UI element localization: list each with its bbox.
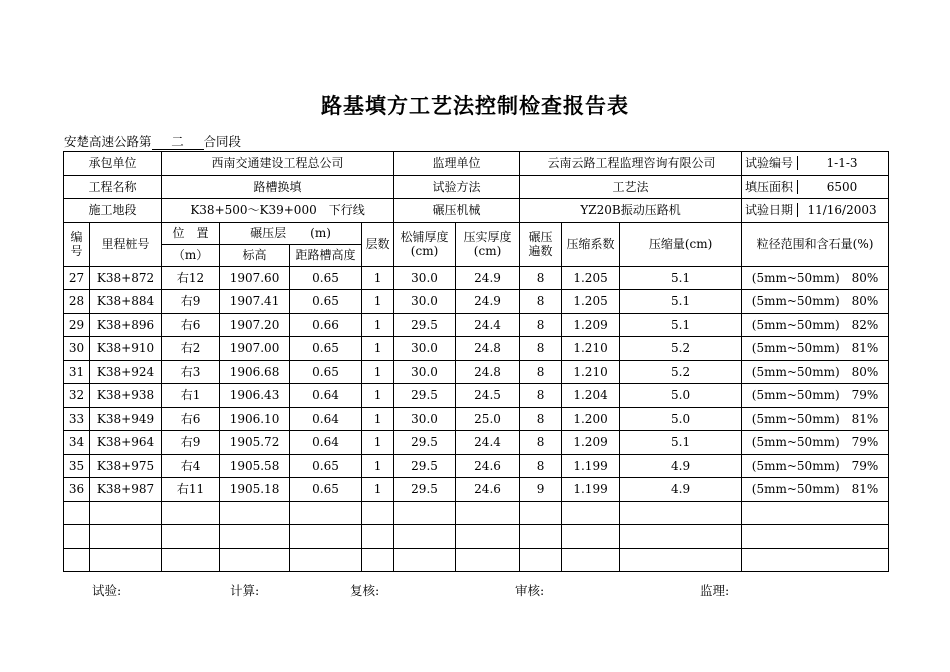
cell-elev: 1907.60 — [220, 266, 290, 290]
empty-cell — [520, 525, 562, 549]
empty-cell — [620, 525, 742, 549]
cell-grain — [742, 290, 889, 314]
cell-loose: 30.0 — [394, 407, 456, 431]
date-label: 试验日期 — [742, 203, 799, 217]
cell-layers: 1 — [362, 266, 394, 290]
cell-layers: 1 — [362, 478, 394, 502]
cell-station: K38+924 — [90, 360, 162, 384]
table-row — [64, 266, 889, 290]
grain-range: (5mm~50mm) — [751, 341, 840, 356]
cell-compact: 24.9 — [456, 290, 520, 314]
empty-row — [64, 548, 889, 572]
col-amount-header: 压缩量(cm) — [620, 222, 742, 266]
cell-no: 29 — [64, 313, 90, 337]
table-row — [64, 478, 889, 502]
cell-amount: 4.9 — [620, 454, 742, 478]
test-no-value: 1-1-3 — [826, 156, 858, 171]
col-pos-header-bottom: （m） — [162, 244, 220, 266]
empty-cell — [220, 525, 290, 549]
table-row — [64, 431, 889, 455]
empty-cell — [162, 525, 220, 549]
cell-pos: 右1 — [162, 384, 220, 408]
stone-content: 79% — [851, 388, 879, 403]
cell-amount: 4.9 — [620, 478, 742, 502]
table-row — [64, 407, 889, 431]
empty-cell — [220, 501, 290, 525]
empty-cell — [64, 548, 90, 572]
cell-layers: 1 — [362, 360, 394, 384]
stone-content: 79% — [851, 435, 879, 450]
col-compact-header: 压实厚度 (cm) — [456, 222, 520, 266]
col-depth-header: 距路槽高度 — [290, 244, 362, 266]
empty-cell — [220, 548, 290, 572]
empty-cell — [162, 501, 220, 525]
cell-coef: 1.205 — [562, 290, 620, 314]
grain-range: (5mm~50mm) — [751, 458, 840, 473]
cell-elev: 1906.43 — [220, 384, 290, 408]
table-row — [64, 360, 889, 384]
table-row — [64, 384, 889, 408]
cell-grain — [742, 313, 889, 337]
table-row — [64, 454, 889, 478]
cell-loose: 30.0 — [394, 337, 456, 361]
col-elevation-header: 标高 — [220, 244, 290, 266]
cell-elev: 1906.68 — [220, 360, 290, 384]
stone-content: 81% — [851, 482, 879, 497]
cell-depth: 0.64 — [290, 407, 362, 431]
empty-cell — [290, 548, 362, 572]
area-cell — [742, 175, 889, 199]
signature-test: 试验: — [92, 583, 122, 598]
info-row-1 — [64, 152, 889, 176]
contractor-value: 西南交通建设工程总公司 — [162, 152, 394, 176]
cell-layers: 1 — [362, 384, 394, 408]
date-value: 11/16/2003 — [807, 203, 877, 218]
cell-depth: 0.65 — [290, 337, 362, 361]
cell-passes: 8 — [520, 266, 562, 290]
empty-cell — [290, 525, 362, 549]
cell-no: 27 — [64, 266, 90, 290]
signature-calc: 计算: — [230, 583, 260, 598]
machine-value: YZ20B振动压路机 — [520, 199, 742, 223]
cell-no: 30 — [64, 337, 90, 361]
col-pos-header-top: 位 置 — [162, 222, 220, 244]
cell-coef: 1.209 — [562, 431, 620, 455]
empty-cell — [90, 548, 162, 572]
cell-compact: 24.6 — [456, 454, 520, 478]
col-grain-header: 粒径范围和含石量(%) — [742, 222, 889, 266]
cell-grain — [742, 384, 889, 408]
grain-range: (5mm~50mm) — [751, 270, 840, 285]
project-label: 工程名称 — [64, 175, 162, 199]
stone-content: 80% — [851, 294, 879, 309]
cell-station: K38+896 — [90, 313, 162, 337]
cell-elev: 1905.58 — [220, 454, 290, 478]
cell-compact: 24.8 — [456, 360, 520, 384]
cell-passes: 8 — [520, 454, 562, 478]
test-no-label: 试验编号 — [742, 156, 799, 170]
empty-row — [64, 525, 889, 549]
grain-range: (5mm~50mm) — [751, 317, 840, 332]
contractor-label: 承包单位 — [64, 152, 162, 176]
cell-loose: 29.5 — [394, 478, 456, 502]
cell-elev: 1906.10 — [220, 407, 290, 431]
cell-loose: 30.0 — [394, 360, 456, 384]
cell-no: 35 — [64, 454, 90, 478]
cell-layers: 1 — [362, 313, 394, 337]
cell-no: 34 — [64, 431, 90, 455]
cell-coef: 1.199 — [562, 454, 620, 478]
cell-coef: 1.205 — [562, 266, 620, 290]
empty-cell — [562, 548, 620, 572]
cell-amount: 5.2 — [620, 360, 742, 384]
cell-layers: 1 — [362, 290, 394, 314]
empty-cell — [394, 501, 456, 525]
cell-compact: 24.4 — [456, 431, 520, 455]
stone-content: 79% — [851, 458, 879, 473]
area-value: 6500 — [826, 179, 858, 194]
supervisor-label: 监理单位 — [394, 152, 520, 176]
test-no-cell — [742, 152, 889, 176]
signature-review: 复核: — [350, 583, 380, 598]
grain-range: (5mm~50mm) — [751, 364, 840, 379]
empty-cell — [620, 548, 742, 572]
cell-pos: 右11 — [162, 478, 220, 502]
cell-grain — [742, 454, 889, 478]
empty-cell — [394, 525, 456, 549]
cell-passes: 9 — [520, 478, 562, 502]
stone-content: 80% — [851, 270, 879, 285]
grain-range: (5mm~50mm) — [751, 294, 840, 309]
contract-suffix: 合同段 — [203, 134, 242, 149]
table-row — [64, 337, 889, 361]
info-row-3 — [64, 199, 889, 223]
cell-compact: 24.9 — [456, 266, 520, 290]
empty-cell — [742, 501, 889, 525]
cell-grain — [742, 266, 889, 290]
cell-compact: 24.4 — [456, 313, 520, 337]
empty-cell — [456, 501, 520, 525]
empty-cell — [290, 501, 362, 525]
empty-cell — [64, 525, 90, 549]
cell-loose: 30.0 — [394, 266, 456, 290]
cell-passes: 8 — [520, 337, 562, 361]
grain-range: (5mm~50mm) — [751, 411, 840, 426]
empty-cell — [90, 525, 162, 549]
cell-no: 28 — [64, 290, 90, 314]
cell-coef: 1.199 — [562, 478, 620, 502]
cell-compact: 25.0 — [456, 407, 520, 431]
site-value: K38+500～K39+000 下行线 — [162, 199, 394, 223]
cell-pos: 右6 — [162, 313, 220, 337]
cell-grain — [742, 478, 889, 502]
stone-content: 82% — [851, 317, 879, 332]
empty-cell — [362, 525, 394, 549]
cell-coef: 1.209 — [562, 313, 620, 337]
page-title: 路基填方工艺法控制检查报告表 — [321, 93, 629, 118]
empty-cell — [362, 501, 394, 525]
empty-cell — [394, 548, 456, 572]
supervisor-value: 云南云路工程监理咨询有限公司 — [520, 152, 742, 176]
col-no-header: 编 号 — [64, 222, 90, 266]
cell-depth: 0.66 — [290, 313, 362, 337]
col-loose-header: 松铺厚度 (cm) — [394, 222, 456, 266]
cell-pos: 右6 — [162, 407, 220, 431]
cell-no: 32 — [64, 384, 90, 408]
method-label: 试验方法 — [394, 175, 520, 199]
cell-loose: 30.0 — [394, 290, 456, 314]
cell-layers: 1 — [362, 454, 394, 478]
contract-prefix: 安楚高速公路第 — [64, 134, 152, 149]
cell-pos: 右12 — [162, 266, 220, 290]
cell-loose: 29.5 — [394, 431, 456, 455]
cell-pos: 右9 — [162, 431, 220, 455]
header-row-1 — [64, 222, 889, 244]
cell-coef: 1.210 — [562, 337, 620, 361]
cell-depth: 0.64 — [290, 384, 362, 408]
empty-cell — [162, 548, 220, 572]
empty-cell — [456, 548, 520, 572]
cell-amount: 5.1 — [620, 313, 742, 337]
col-station-header: 里程桩号 — [90, 222, 162, 266]
cell-layers: 1 — [362, 337, 394, 361]
empty-cell — [562, 501, 620, 525]
site-label: 施工地段 — [64, 199, 162, 223]
cell-coef: 1.204 — [562, 384, 620, 408]
empty-row — [64, 501, 889, 525]
empty-cell — [520, 501, 562, 525]
cell-passes: 8 — [520, 431, 562, 455]
cell-station: K38+964 — [90, 431, 162, 455]
empty-cell — [64, 501, 90, 525]
col-coef-header: 压缩系数 — [562, 222, 620, 266]
cell-depth: 0.65 — [290, 360, 362, 384]
table-row — [64, 290, 889, 314]
cell-no: 33 — [64, 407, 90, 431]
empty-cell — [362, 548, 394, 572]
cell-depth: 0.65 — [290, 266, 362, 290]
col-layers-header: 层数 — [362, 222, 394, 266]
cell-passes: 8 — [520, 407, 562, 431]
table-row — [64, 313, 889, 337]
cell-elev: 1905.72 — [220, 431, 290, 455]
cell-elev: 1907.20 — [220, 313, 290, 337]
cell-compact: 24.8 — [456, 337, 520, 361]
cell-elev: 1905.18 — [220, 478, 290, 502]
cell-coef: 1.200 — [562, 407, 620, 431]
cell-no: 31 — [64, 360, 90, 384]
cell-pos: 右2 — [162, 337, 220, 361]
info-row-2 — [64, 175, 889, 199]
stone-content: 81% — [851, 341, 879, 356]
cell-loose: 29.5 — [394, 313, 456, 337]
cell-passes: 8 — [520, 290, 562, 314]
cell-compact: 24.5 — [456, 384, 520, 408]
cell-station: K38+872 — [90, 266, 162, 290]
date-cell — [742, 199, 889, 223]
cell-grain — [742, 431, 889, 455]
cell-station: K38+884 — [90, 290, 162, 314]
cell-loose: 29.5 — [394, 454, 456, 478]
cell-grain — [742, 407, 889, 431]
cell-passes: 8 — [520, 360, 562, 384]
cell-amount: 5.1 — [620, 431, 742, 455]
method-value: 工艺法 — [520, 175, 742, 199]
signature-supervise: 监理: — [700, 583, 730, 598]
machine-label: 碾压机械 — [394, 199, 520, 223]
cell-depth: 0.65 — [290, 290, 362, 314]
col-passes-header: 碾压 遍数 — [520, 222, 562, 266]
cell-station: K38+910 — [90, 337, 162, 361]
signature-audit: 审核: — [515, 583, 545, 598]
cell-no: 36 — [64, 478, 90, 502]
col-layer-group-header: 碾压层 (m) — [220, 222, 362, 244]
area-label: 填压面积 — [742, 180, 799, 194]
cell-amount: 5.0 — [620, 384, 742, 408]
cell-passes: 8 — [520, 384, 562, 408]
grain-range: (5mm~50mm) — [751, 435, 840, 450]
cell-station: K38+987 — [90, 478, 162, 502]
empty-cell — [742, 525, 889, 549]
cell-pos: 右4 — [162, 454, 220, 478]
cell-layers: 1 — [362, 431, 394, 455]
cell-depth: 0.65 — [290, 454, 362, 478]
grain-range: (5mm~50mm) — [751, 482, 840, 497]
empty-cell — [742, 548, 889, 572]
project-value: 路槽换填 — [162, 175, 394, 199]
cell-station: K38+975 — [90, 454, 162, 478]
grain-range: (5mm~50mm) — [751, 388, 840, 403]
cell-pos: 右9 — [162, 290, 220, 314]
cell-amount: 5.1 — [620, 266, 742, 290]
cell-station: K38+938 — [90, 384, 162, 408]
empty-cell — [562, 525, 620, 549]
report-table — [63, 151, 889, 572]
cell-grain — [742, 337, 889, 361]
cell-station: K38+949 — [90, 407, 162, 431]
cell-grain — [742, 360, 889, 384]
cell-layers: 1 — [362, 407, 394, 431]
empty-cell — [620, 501, 742, 525]
cell-pos: 右3 — [162, 360, 220, 384]
contract-section-line — [64, 132, 241, 150]
stone-content: 81% — [851, 411, 879, 426]
cell-amount: 5.2 — [620, 337, 742, 361]
cell-amount: 5.1 — [620, 290, 742, 314]
contract-section-number: 二 — [152, 135, 204, 150]
empty-cell — [90, 501, 162, 525]
empty-cell — [456, 525, 520, 549]
cell-coef: 1.210 — [562, 360, 620, 384]
cell-depth: 0.64 — [290, 431, 362, 455]
cell-loose: 29.5 — [394, 384, 456, 408]
cell-depth: 0.65 — [290, 478, 362, 502]
cell-elev: 1907.00 — [220, 337, 290, 361]
stone-content: 80% — [851, 364, 879, 379]
cell-amount: 5.0 — [620, 407, 742, 431]
cell-elev: 1907.41 — [220, 290, 290, 314]
cell-passes: 8 — [520, 313, 562, 337]
empty-cell — [520, 548, 562, 572]
cell-compact: 24.6 — [456, 478, 520, 502]
